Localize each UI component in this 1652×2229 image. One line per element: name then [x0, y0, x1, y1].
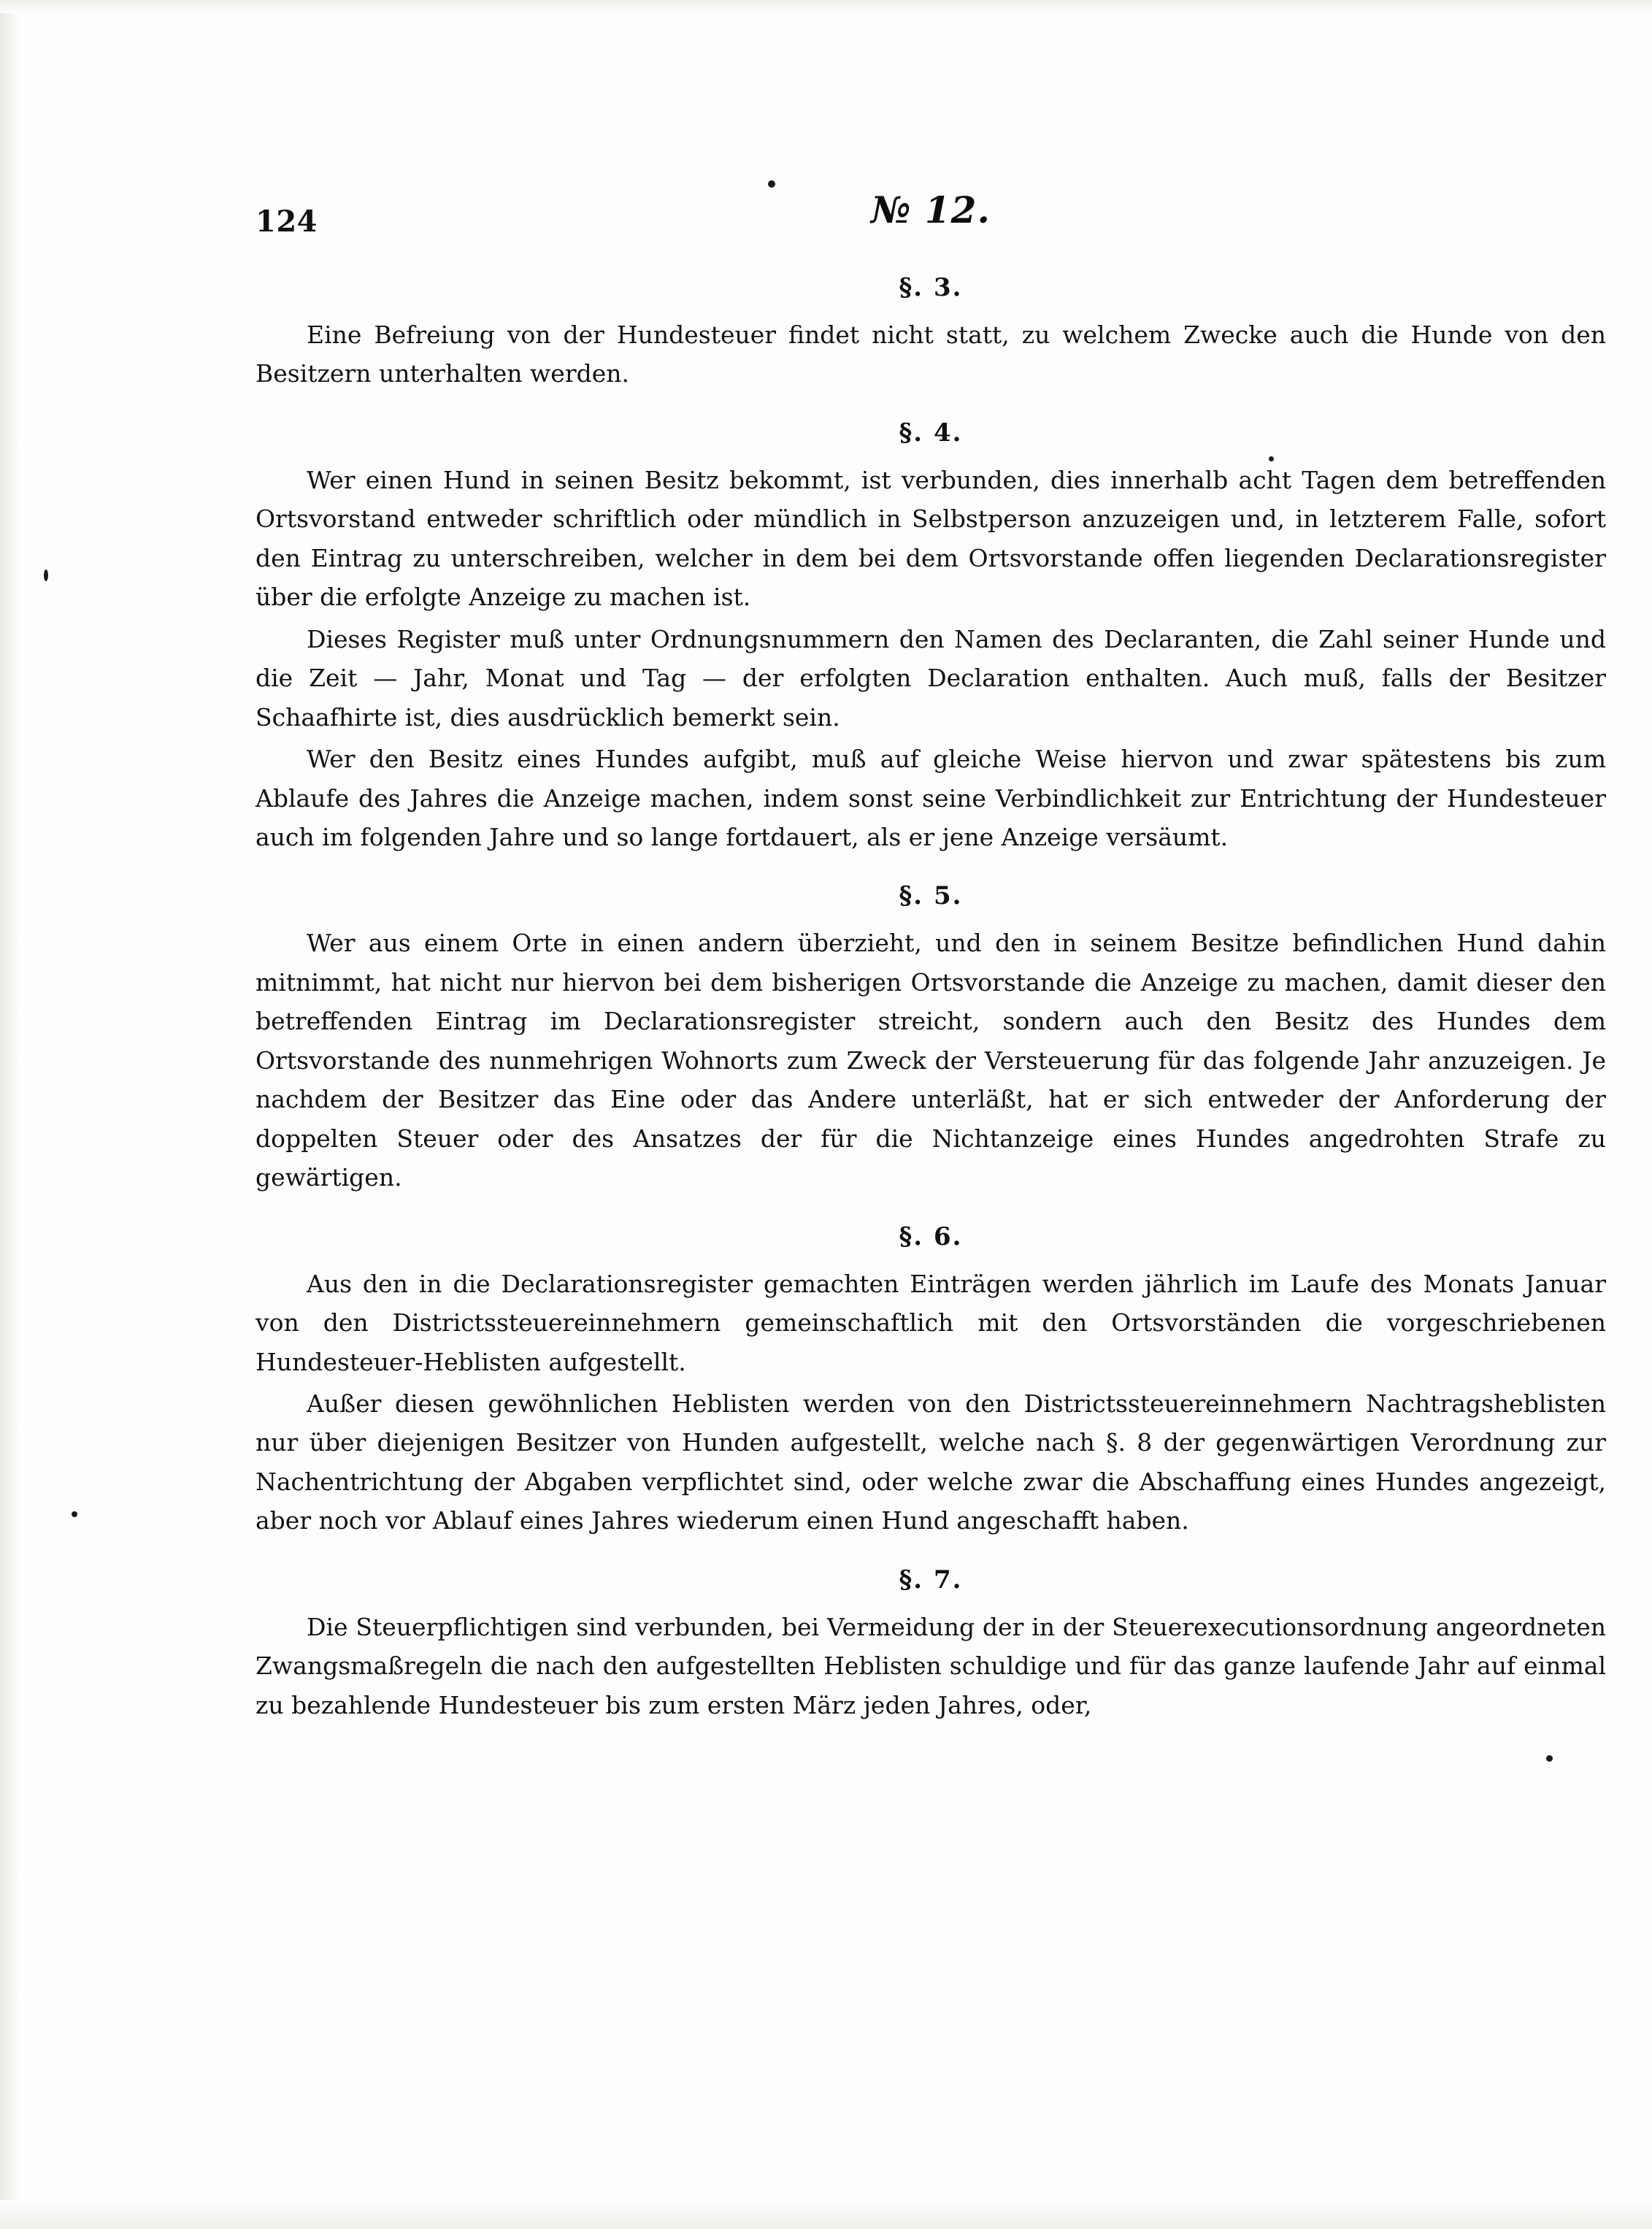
paragraph: Außer diesen gewöhnlichen Heblisten werden von den Districtssteuereinnehmern Nachtragsheblisten nur über diejenigen Besitzer von Hunden aufgestellt, welche nach §. 8 der gegenwärtigen Verordnung zur Nachentrichtung der Abgaben verpflichtet sind, oder welche zwar die Abschaffung eines Hundes angezeigt, aber noch vor Ablauf eines Jahres wiederum einen Hund angeschafft haben.: [256, 1389, 1606, 1535]
paragraph: Aus den in die Declarationsregister gemachten Einträgen werden jährlich im Laufe des Monats Januar von den Districtssteuereinnehmern gemeinschaftlich mit den Ortsvorständen die vorgeschriebenen Hundesteuer-Heblisten aufgestellt.: [256, 1269, 1606, 1376]
scan-edge-bottom: [0, 2200, 1652, 2229]
page-header: [256, 183, 1606, 248]
scan-speck: [1546, 1755, 1553, 1762]
scan-edge-top: [0, 0, 1652, 13]
section-heading-5: §. 5.: [899, 881, 963, 911]
paragraph: Wer den Besitz eines Hundes aufgibt, muß auf gleiche Weise hiervon und zwar spätestens bis zum Ablaufe des Jahres die Anzeige machen, indem sonst seine Verbindlichkeit zur Entrichtung der Hundesteuer auch im folgenden Jahre und so lange fortdauert, als er jene Anzeige versäumt.: [256, 745, 1606, 851]
scan-edge-left: [0, 0, 19, 2229]
paragraph: Wer einen Hund in seinen Besitz bekommt, ist verbunden, dies innerhalb acht Tagen dem betreffenden Ortsvorstand entweder schriftlich oder mündlich in Selbstperson anzuzeigen und, in letzterem Falle, sofort den Eintrag zu unterschreiben, welcher in dem bei dem Ortsvorstande offen liegenden Declarationsregister über die erfolgte Anzeige zu machen ist.: [256, 465, 1606, 612]
paragraph: Die Steuerpflichtigen sind verbunden, bei Vermeidung der in der Steuerexecutionsordnung angeordneten Zwangsmaßregeln die nach den aufgestellten Heblisten schuldige und für das ganze laufende Jahr auf einmal zu bezahlende Hundesteuer bis zum ersten März jeden Jahres, oder,: [256, 1612, 1606, 1719]
paragraph: Dieses Register muß unter Ordnungsnummern den Namen des Declaranten, die Zahl seiner Hunde und die Zeit — Jahr, Monat und Tag — der erfolgten Declaration enthalten. Auch muß, falls der Besitzer Schaafhirte ist, dies ausdrücklich bemerkt sein.: [256, 624, 1606, 732]
paragraph: Wer aus einem Orte in einen andern überzieht, und den in seinem Besitze befindlichen Hund dahin mitnimmt, hat nicht nur hiervon bei dem bisherigen Ortsvorstande die Anzeige zu machen, damit dieser den betreffenden Eintrag im Declarationsregister streicht, sondern auch den Besitz des Hundes dem Ortsvorstande des nunmehrigen Wohnorts zum Zweck der Versteuerung für das folgende Jahr anzuzeigen. Je nachdem der Besitzer das Eine oder das Andere unterläßt, hat er sich entweder der Anforderung der doppelten Steuer oder des Ansatzes der für die Nichtanzeige eines Hundes angedrohten Strafe zu gewärtigen.: [256, 929, 1606, 1192]
scan-speck: [44, 569, 48, 581]
section-heading-7: §. 7.: [899, 1565, 963, 1595]
page-content: [256, 183, 1606, 1727]
page-number: 124: [256, 204, 318, 239]
section-heading-6: §. 6.: [899, 1221, 963, 1251]
section-heading-4: §. 4.: [899, 418, 963, 448]
section-heading-3: §. 3.: [899, 273, 963, 302]
paragraph: Eine Befreiung von der Hundesteuer findet nicht statt, zu welchem Zwecke auch die Hunde von den Besitzern unterhalten werden.: [256, 321, 1606, 388]
issue-number: № 12.: [871, 188, 991, 231]
scan-speck: [72, 1511, 77, 1517]
